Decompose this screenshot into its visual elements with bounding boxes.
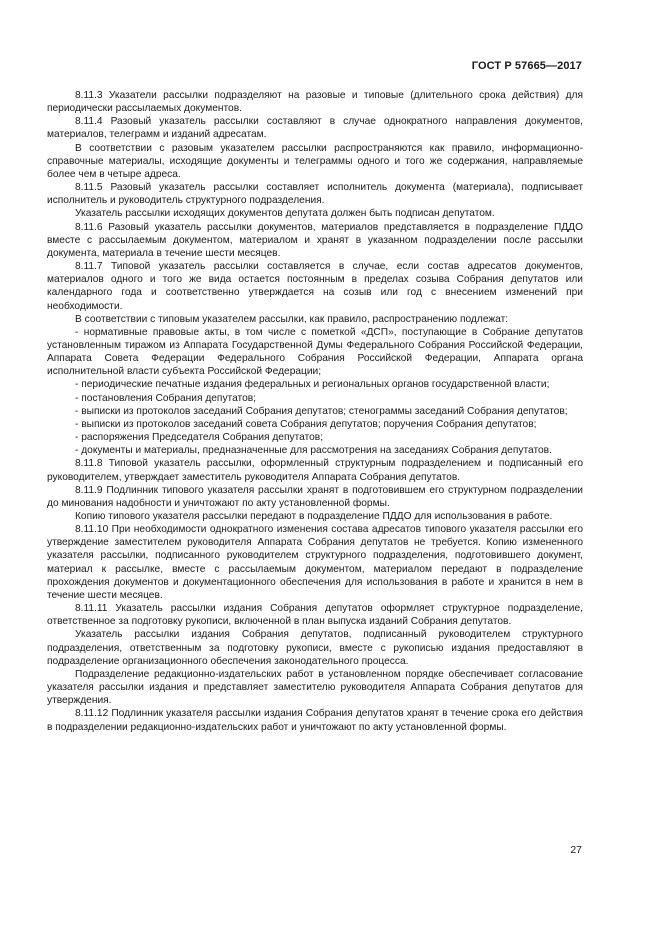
page-number: 27 (570, 844, 582, 856)
paragraph-8-11-12: 8.11.12 Подлинник указателя рассылки издания Собрания депутатов хранят в течение срока его действия в подразделении редакционно-издательских работ и уничтожают по акту установленной формы. (47, 708, 583, 733)
standard-designation: ГОСТ Р 57665—2017 (471, 60, 582, 72)
document-body (47, 89, 583, 734)
paragraph-8-11-9: 8.11.9 Подлинник типового указателя рассылки хранят в подготовившем его структурном подразделении до минования надобности и уничтожают по акту установленной формы. (47, 484, 583, 509)
paragraph-8-11-7: 8.11.7 Типовой указатель рассылки составляется в случае, если состав адресатов документов, материалов одного и того же вида остается постоянным в пределах созыва Собрания депутатов или календарного года и соответственно утверждается на созыв или год с внесением изменений при необходимости. (47, 261, 583, 312)
list-item-council-extracts: - выписки из протоколов заседаний совета Собрания депутатов; поручения Собрания депутатов; (75, 418, 537, 430)
list-item-resolutions: - постановления Собрания депутатов; (75, 392, 256, 404)
paragraph-8-11-3: 8.11.3 Указатели рассылки подразделяют на разовые и типовые (длительного срока действия) для периодически рассылаемых документов. (47, 90, 583, 115)
paragraph-8-11-10: 8.11.10 При необходимости однократного изменения состава адресатов типового указателя рассылки его утверждение заместителем руководителя Аппарата Собрания депутатов не требуется. Копию измененного указателя рассылки, подписанного руководителем структурного подразделения, подготовившего документ, материал к рассылке, вместе с рассылаемым документом, материалом передают в подразделение прохождения документов и документационного обеспечения для использования в работе и хранится в нем в течение шести месяцев. (47, 524, 583, 601)
list-item-chairman-orders: - распоряжения Председателя Собрания депутатов; (75, 432, 324, 444)
list-item-meeting-documents: - документы и материалы, предназначенные для рассмотрения на заседаниях Собрания депутатов. (75, 445, 552, 457)
paragraph-8-11-6: 8.11.6 Разовый указатель рассылки документов, материалов представляется в подразделение ПДДО вместе с рассылаемым документом, материалом и хранят в указанном подразделении после рассылки документа, материала в течение шести месяцев. (47, 221, 583, 259)
list-item-protocol-extracts: - выписки из протоколов заседаний Собрания депутатов; стенограммы заседаний Собрания депутатов; (75, 405, 568, 417)
paragraph-typical-list-intro: В соответствии с типовым указателем рассылки, как правило, распространению подлежат: (75, 313, 509, 325)
paragraph-copy-to-pddo: Копию типового указателя рассылки передают в подразделение ПДДО для использования в работе. (75, 511, 553, 522)
paragraph-edition-list-signed: Указатель рассылки издания Собрания депутатов, подписанный руководителем структурного подразделения, ответственным за подготовку рукописи, вместе с рукописью издания предоставляют в подразделение организационного обеспечения законодательного процесса. (47, 629, 583, 667)
list-item-normative-acts: - нормативные правовые акты, в том числе с пометкой «ДСП», поступающие в Собрание депутатов установленным тиражом из Аппарата Государственной Думы Федерального Собрания Российской Федерации, Аппарата Совета Федерации Федерального Собрания Российской Федерации, Аппарата органа исполнительной власти субъекта Российской Федерации; (47, 326, 583, 378)
paragraph-8-11-11: 8.11.11 Указатель рассылки издания Собрания депутатов оформляет структурное подразделение, ответственное за подготовку рукописи, включенной в план выпуска изданий Собрания депутатов. (47, 603, 583, 628)
paragraph-8-11-8: 8.11.8 Типовой указатель рассылки, оформленный структурным подразделением и подписанный его руководителем, утверждает заместитель руководителя Аппарата Собрания депутатов. (47, 458, 583, 483)
list-item-periodicals: - периодические печатные издания федеральных и региональных органов государственной власти; (75, 379, 550, 391)
paragraph-8-11-5: 8.11.5 Разовый указатель рассылки составляет исполнитель документа (материала), подписывает исполнитель и руководитель структурного подразделения. (47, 182, 583, 207)
paragraph-one-time-list-scope: В соответствии с разовым указателем рассылки распространяются как правило, информационно-справочные материалы, исходящие документы и телеграммы одного и того же содержания, направляемые более чем в четыре адреса. (47, 142, 583, 180)
paragraph-editorial-approval: Подразделение редакционно-издательских работ в установленном порядке обеспечивает согласование указателя рассылки издания и представляет заместителю руководителя Аппарата Собрания депутатов для утверждения. (47, 668, 583, 707)
paragraph-deputy-signature: Указатель рассылки исходящих документов депутата должен быть подписан депутатом. (75, 208, 495, 220)
paragraph-8-11-4: 8.11.4 Разовый указатель рассылки составляют в случае однократного направления документов, материалов, телеграмм и изданий адресатам. (47, 116, 583, 141)
